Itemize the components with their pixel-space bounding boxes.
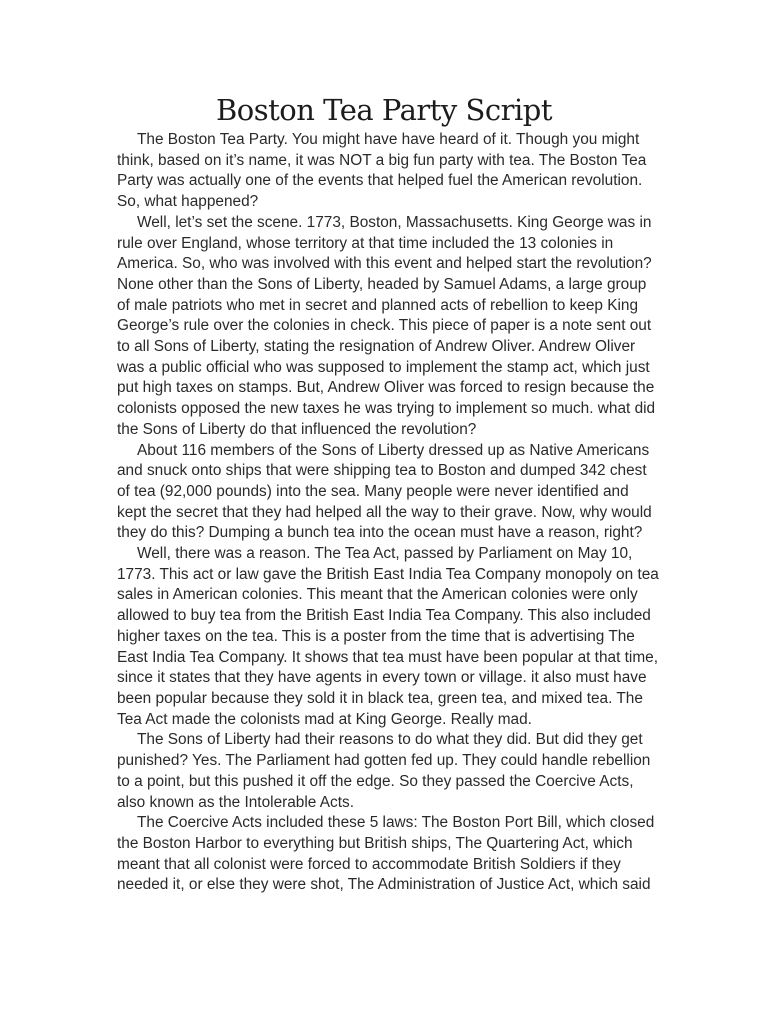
paragraph-coercive-acts: The Coercive Acts included these 5 laws: The Boston Port Bill, which closed the Boston Harbor to everything but British ships, The Quartering Act, which meant that all colonist were forced to accommodate British Soldiers if they needed it, or else they were shot, The Administration of Justice Act, which said (117, 814, 655, 894)
paragraph-punishment: The Sons of Liberty had their reasons to do what they did. But did they get punished? Yes. The Parliament had gotten fed up. They could handle rebellion to a point, but this pushed it off the edge. So they passed the Coercive Acts, also known as the Intolerable Acts. (117, 731, 651, 811)
paragraph-tea-act: Well, there was a reason. The Tea Act, passed by Parliament on May 10, 1773. This act or law gave the British East India Tea Company monopoly on tea sales in American colonies. This meant that the American colonies were only allowed to buy tea from the British East India Tea Company. This also included higher taxes on the tea. This is a poster from the time that is advertising The East India Tea Company. It shows that tea must have been popular at that time, since it states that they have agents in every town or village. it also must have been popular because they sold it in black tea, green tea, and mixed tea. The Tea Act made the colonists mad at King George. Really mad. (117, 545, 659, 728)
paragraph-intro: The Boston Tea Party. You might have have heard of it. Though you might think, based on it’s name, it was NOT a big fun party with tea. The Boston Tea Party was actually one of the events that helped fuel the American revolution. So, what happened? (117, 131, 647, 211)
document-title: Boston Tea Party Script (215, 93, 552, 127)
paragraph-setting: Well, let’s set the scene. 1773, Boston, Massachusetts. King George was in rule over England, whose territory at that time included the 13 colonies in America. So, who was involved with this event and helped start the revolution? None other than the Sons of Liberty, headed by Samuel Adams, a large group of male patriots who met in secret and planned acts of rebellion to keep King George’s rule over the colonies in check. This piece of paper is a note sent out to all Sons of Liberty, stating the resignation of Andrew Oliver. Andrew Oliver was a public official who was supposed to implement the stamp act, which just put high taxes on stamps. But, Andrew Oliver was forced to resign because the colonists opposed the new taxes he was trying to implement so much. what did the Sons of Liberty do that influenced the revolution? (117, 213, 656, 438)
document-body (117, 130, 662, 896)
paragraph-event: About 116 members of the Sons of Liberty dressed up as Native Americans and snuck onto ships that were shipping tea to Boston and dumped 342 chest of tea (92,000 pounds) into the sea. Many people were never identified and kept the secret that they had helped all the way to their grave. Now, why would they do this? Dumping a bunch tea into the ocean must have a reason, right? (117, 441, 652, 542)
